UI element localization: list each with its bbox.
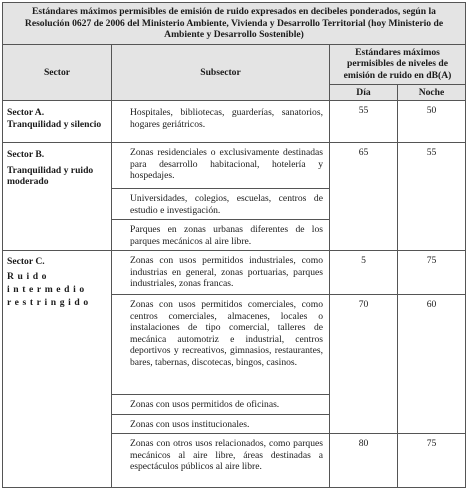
subsector-cell: Zonas con usos permitidos industriales, como industrias en general, zonas portuarias, parques industriales, zonas francas. [112,251,330,295]
subsector-cell: Parques en zonas urbanas diferentes de los parques mecánicos al aire libre. [112,220,330,251]
subsector-cell: Zonas con usos permitidos de oficinas. [112,395,330,415]
table-row [3,101,466,143]
subsector-cell: Zonas con usos institucionales. [112,414,330,434]
subsector-cell: Zonas residenciales o exclusivamente destinadas para desarrollo habitacional, hotelería y hospedajes. [112,143,330,189]
subsector-cell: Zonas con usos permitidos comerciales, como centros comerciales, almacenes, locales o instalaciones de tipo comercial, talleres de mecánica automotriz e industrial, centros deportivos y recreativos, gimnasios, restaurantes, bares, tabernas, discotecas, bingos, casinos. [112,295,330,395]
night-value: 75 [398,251,466,295]
day-value: 5 [330,251,398,295]
day-value: 70 [330,295,398,434]
day-value: 55 [330,101,398,143]
sector-a-label: Sector A. [7,107,45,118]
header-day: Día [330,84,398,101]
sector-a-cell [3,101,112,143]
sector-b-description: Tranquilidad y ruido moderado [7,164,94,187]
header-standards: Estándares máximos permisibles de niveles de emisión de ruido en dB(A) [330,44,466,84]
header-night: Noche [398,84,466,101]
subsector-cell: Zonas con otros usos relacionados, como parques mecánicos al aire libre, áreas destinadas a espectáculos públicos al aire libre. [112,434,330,488]
noise-standards-document [2,2,465,491]
day-value: 80 [330,434,398,488]
sector-c-cell [3,251,112,488]
sector-a-description: Tranquilidad y silencio [7,118,102,130]
header-row [3,44,466,84]
night-value: 75 [398,434,466,488]
header-sector: Sector [3,44,112,101]
table-row [3,143,466,189]
table-row [3,251,466,295]
subsector-cell: Hospitales, bibliotecas, guarderías, sanatorios, hogares geriátricos. [112,101,330,143]
table-title: Estándares máximos permisibles de emisión de ruido expresados en decibeles ponderados, según la Resolución 0627 de 2006 del Ministerio Ambiente, Vivienda y Desarrollo Territorial (hoy Ministerio de Ambiente y Desarrollo Sostenible) [3,3,466,45]
title-row [3,3,466,45]
subsector-cell: Universidades, colegios, escuelas, centros de estudio e investigación. [112,189,330,220]
header-subsector: Subsector [112,44,330,101]
day-value: 65 [330,143,398,251]
sector-c-description: Ruido intermedio restringido [7,270,92,308]
sector-b-cell [3,143,112,251]
night-value: 60 [398,295,466,434]
sector-c-label: Sector C. [7,256,45,267]
noise-standards-table [2,2,466,488]
night-value: 55 [398,143,466,251]
night-value: 50 [398,101,466,143]
sector-b-label: Sector B. [7,149,45,160]
